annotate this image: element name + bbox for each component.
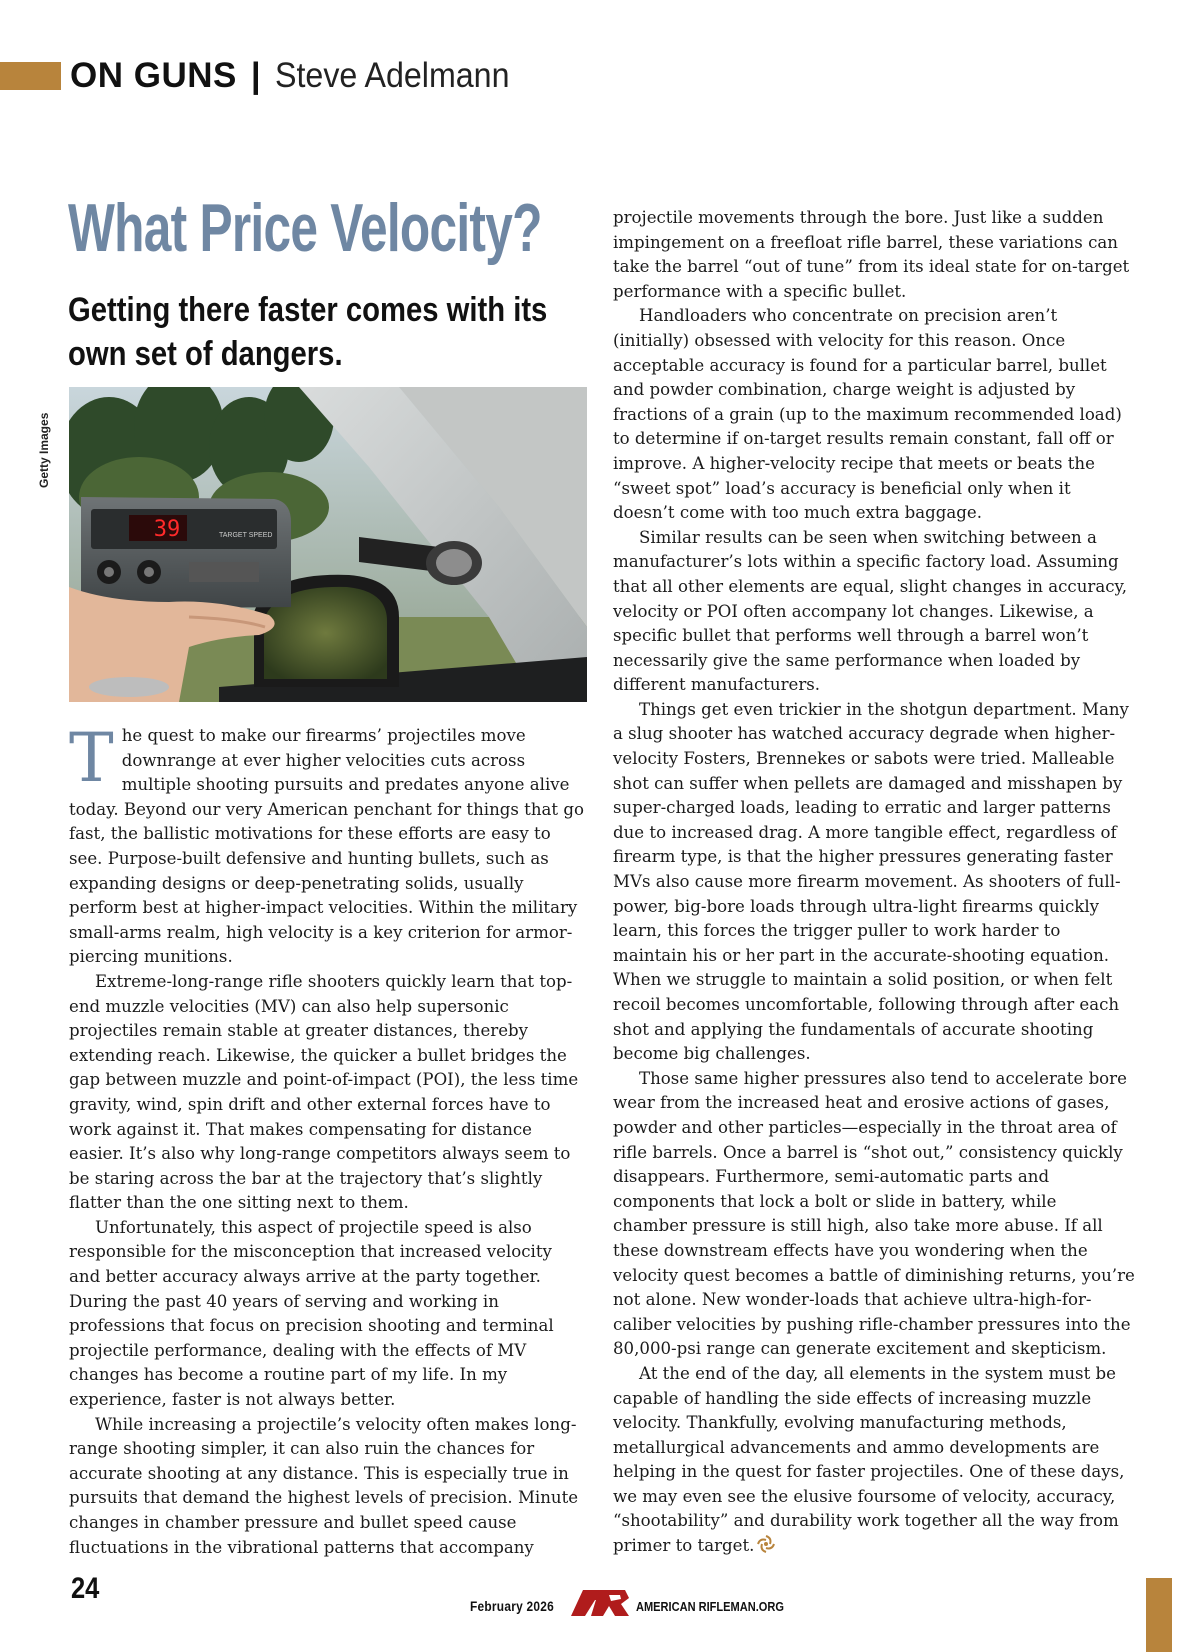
article-paragraph-1 <box>69 719 587 970</box>
paragraph-text: At the end of the day, all elements in the system must be capable of handling the side effects of increasing muzzle velocity. Thankfully, evolving manufacturing methods, metallurgical advancements and ammo developments are helping in the quest for faster projectiles. One of these days, we may even see the elusive foursome of velocity, accuracy, “shootability” and durability work together all the way from primer to target. <box>613 1363 1125 1556</box>
article-title: What Price Velocity? <box>68 190 542 266</box>
article-photo <box>69 387 587 702</box>
section-header <box>70 56 530 96</box>
article-paragraph-2: Extreme-long-range rifle shooters quickly learn that top-end muzzle velocities (MV) can also help supersonic projectiles remain stable at greater distances, thereby extending reach. Likewise, the quicker a bullet bridges the gap between muzzle and point-of-impact (POI), the less time gravity, wind, spin drift and other external forces have to work against it. That makes compensating for distance easier. It’s also why long-range competitors always seem to be staring across the bar at the trajectory that’s slightly flatter than the one sitting next to them. <box>69 971 579 1213</box>
section-name: ON GUNS <box>70 56 237 95</box>
article-subtitle: Getting there faster comes with its own set of dangers. <box>68 291 548 373</box>
article-paragraph-5: projectile movements through the bore. Just like a sudden impingement on a freefloat rifle barrel, these variations can take the barrel “out of tune” from its ideal state for on-target performance with a specific bullet. <box>613 208 1130 301</box>
paragraph-text: he quest to make our firearms’ projectiles move downrange at ever higher velocities cuts across multiple shooting pursuits and predates anyone alive today. Beyond our very American penchant for things that go fast, the ballistic motivations for these efforts are easy to see. Purpose-built defensive and hunting bullets, such as expanding designs or deep-penetrating solids, usually perform best at higher-impact velocities. Within the military small-arms realm, high velocity is a key criterion for armor-piercing munitions. <box>69 726 584 967</box>
footer-accent-bar <box>1146 1578 1172 1652</box>
end-mark-icon <box>756 1534 776 1554</box>
issue-date: February 2026 <box>470 1598 555 1614</box>
site-url: AMERICAN RIFLEMAN.ORG <box>636 1599 784 1614</box>
article-column-right <box>613 206 1135 1559</box>
article-column-left <box>69 719 587 1560</box>
article-paragraph-6: Handloaders who concentrate on precision aren’t (initially) obsessed with velocity for this reason. Once acceptable accuracy is found for a particular barrel, bullet and powder combination, charge weight is adjusted by fractions of a grain (up to the maximum recommended load) to determine if on-target results remain constant, fall off or improve. A higher-velocity recipe that meets or beats the “sweet spot” load’s accuracy is beneficial only when it doesn’t come with too much extra baggage. <box>613 306 1122 523</box>
header-accent-bar <box>0 62 61 90</box>
article-paragraph-3: Unfortunately, this aspect of projectile speed is also responsible for the misconception that increased velocity and better accuracy always arrive at the party together. During the past 40 years of serving and working in professions that focus on precision shooting and terminal projectile performance, dealing with the effects of MV changes has become a routine part of my life. In my experience, faster is not always better. <box>69 1217 554 1410</box>
article-paragraph-7: Similar results can be seen when switching between a manufacturer’s lots within a specific factory load. Assuming that all other elements are equal, slight changes in accuracy, velocity or POI often accompany lot changes. Likewise, a specific bullet that performs well through a barrel won’t necessarily give the same performance when loaded by different manufacturers. <box>613 527 1127 695</box>
article-paragraph-8: Things get even trickier in the shotgun department. Many a slug shooter has watched accuracy degrade when higher-velocity Fosters, Brennekes or sabots were tried. Malleable shot can suffer when pellets are damaged and misshapen by super-charged loads, leading to erratic and larger patterns due to increased drag. A more tangible effect, regardless of firearm type, is that the higher pressures generating faster MVs also cause more firearm movement. As shooters of full-power, big-bore loads through ultra-light firearms quickly learn, this forces the trigger puller to work harder to maintain his or her part in the accurate-shooting equation. When we struggle to maintain a solid position, or when felt recoil becomes uncomfortable, following through after each shot and applying the fundamentals of accurate shooting become big challenges. <box>613 699 1129 1064</box>
article-paragraph-4: While increasing a projectile’s velocity often makes long-range shooting simpler, it can also ruin the chances for accurate shooting at any distance. This is especially true in pursuits that demand the highest levels of precision. Minute changes in chamber pressure and bullet speed cause fluctuations in the vibrational patterns that accompany <box>69 1414 579 1557</box>
header-separator: | <box>250 56 261 95</box>
article-paragraph-9: Those same higher pressures also tend to accelerate bore wear from the increased heat and erosive actions of gases, powder and other particles—especially in the throat area of rifle barrels. Once a barrel is “shot out,” consistency quickly disappears. Furthermore, semi-automatic parts and components that lock a bolt or slide in battery, while chamber pressure is still high, also take more abuse. If all these downstream effects have you wondering when the velocity quest becomes a battle of diminishing returns, you’re not alone. New wonder-loads that achieve ultra-high-for-caliber velocities by pushing rifle-chamber pressures into the 80,000-psi range can generate excitement and skepticism. <box>613 1068 1135 1359</box>
column-author: Steve Adelmann <box>274 56 510 95</box>
drop-cap: T <box>69 719 114 797</box>
article-paragraph-10 <box>613 1362 1135 1559</box>
radar-label: TARGET SPEED <box>219 532 273 539</box>
photo-credit: Getty Images <box>37 412 51 488</box>
page-number: 24 <box>71 1572 100 1605</box>
radar-display: 39 <box>153 517 181 542</box>
american-rifleman-logo-icon <box>569 1586 631 1620</box>
